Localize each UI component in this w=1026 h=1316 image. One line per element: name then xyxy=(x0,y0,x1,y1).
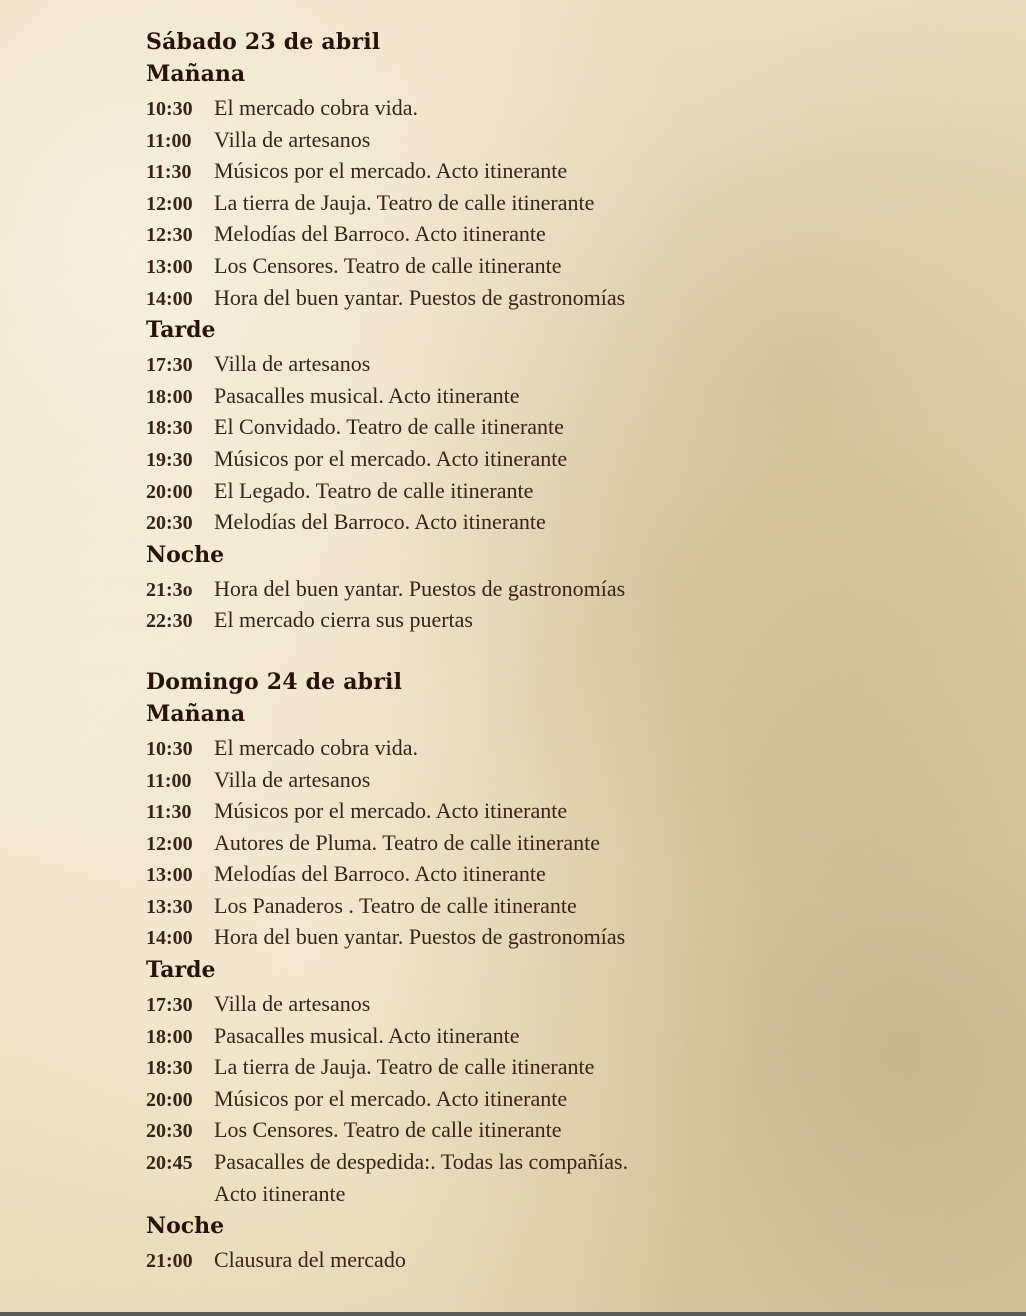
event-row xyxy=(146,604,1006,636)
event-row xyxy=(146,187,1006,219)
period-title: Tarde xyxy=(146,317,216,344)
period-morning xyxy=(146,57,1006,313)
event-row xyxy=(146,988,1006,1020)
event-time: 11:00 xyxy=(146,129,192,152)
day-title: Domingo 24 de abril xyxy=(146,668,403,695)
event-title: El mercado cobra vida. xyxy=(214,95,419,120)
event-row xyxy=(146,858,1006,890)
event-title: El mercado cierra sus puertas xyxy=(214,607,473,633)
event-title: Pasacalles musical. Acto itinerante xyxy=(214,382,520,408)
event-time: 14:00 xyxy=(146,927,193,950)
period-night xyxy=(146,538,1006,636)
event-time: 20:30 xyxy=(146,1120,193,1143)
event-program xyxy=(146,27,1006,1276)
event-row xyxy=(146,795,1006,827)
day-spacer xyxy=(146,636,1006,667)
event-time: 22:30 xyxy=(146,610,193,633)
event-row xyxy=(146,827,1006,859)
event-time: 20:00 xyxy=(146,480,193,503)
event-row xyxy=(146,155,1006,187)
event-time: 11:30 xyxy=(146,161,192,184)
event-time: 11:00 xyxy=(146,769,192,792)
event-time: 13:00 xyxy=(146,864,193,887)
event-row xyxy=(146,282,1006,314)
event-time: 10:30 xyxy=(146,737,193,760)
event-time: 18:00 xyxy=(146,385,193,408)
period-night xyxy=(146,1209,1006,1276)
event-title: Melodías del Barroco. Acto itinerante xyxy=(214,861,546,887)
event-row xyxy=(146,443,1006,475)
event-title: Melodías del Barroco. Acto itinerante xyxy=(214,221,546,247)
event-time: 12:00 xyxy=(146,192,193,215)
event-title: Hora del buen yantar. Puestos de gastronomías xyxy=(214,924,626,950)
event-time: 21:00 xyxy=(146,1250,193,1273)
event-title: El mercado cobra vida. xyxy=(214,734,419,760)
event-time: 11:30 xyxy=(146,801,192,824)
event-title: Villa de artesanos xyxy=(214,766,371,792)
event-title: Músicos por el mercado. Acto itinerante xyxy=(214,1085,568,1111)
event-title-continuation: Acto itinerante xyxy=(214,1180,346,1206)
event-time: 10:30 xyxy=(146,98,193,120)
period-title: Tarde xyxy=(146,957,216,984)
event-time: 13:30 xyxy=(146,895,193,918)
event-row xyxy=(146,475,1006,507)
event-time: 19:30 xyxy=(146,448,193,471)
period-afternoon xyxy=(146,313,1006,538)
event-title: Villa de artesanos xyxy=(214,126,371,152)
event-row xyxy=(146,380,1006,412)
event-time: 17:30 xyxy=(146,354,193,377)
event-time: 12:00 xyxy=(146,832,193,855)
event-title: El Convidado. Teatro de calle itinerante xyxy=(214,414,564,440)
event-time: 18:00 xyxy=(146,1025,193,1048)
event-row xyxy=(146,890,1006,922)
event-row xyxy=(146,124,1006,156)
event-row xyxy=(146,411,1006,443)
event-title: La tierra de Jauja. Teatro de calle itinerante xyxy=(214,1054,595,1080)
event-title: Melodías del Barroco. Acto itinerante xyxy=(214,509,546,535)
period-title: Mañana xyxy=(146,700,246,727)
event-title: Pasacalles musical. Acto itinerante xyxy=(214,1022,520,1048)
event-title: Músicos por el mercado. Acto itinerante xyxy=(214,158,568,184)
event-row xyxy=(146,573,1006,605)
period-title: Noche xyxy=(146,541,225,568)
event-time: 18:30 xyxy=(146,1057,193,1080)
event-time: 18:30 xyxy=(146,417,193,440)
event-title: Villa de artesanos xyxy=(214,991,371,1017)
event-title: Hora del buen yantar. Puestos de gastronomías xyxy=(214,284,626,310)
event-row xyxy=(146,218,1006,250)
event-title: Clausura del mercado xyxy=(214,1247,406,1273)
event-time: 13:00 xyxy=(146,255,193,278)
period-title: Mañana xyxy=(146,61,246,87)
event-title: Los Panaderos . Teatro de calle itinerante xyxy=(214,892,577,918)
period-afternoon xyxy=(146,953,1006,1209)
event-title: Hora del buen yantar. Puestos de gastronomías xyxy=(214,575,626,601)
event-row xyxy=(146,1020,1006,1052)
event-time: 17:30 xyxy=(146,994,193,1017)
event-row xyxy=(146,1114,1006,1146)
event-title: Autores de Pluma. Teatro de calle itinerante xyxy=(214,829,600,855)
event-title xyxy=(214,1146,628,1209)
event-time: 21:3o xyxy=(146,578,193,601)
event-title: Los Censores. Teatro de calle itinerante xyxy=(214,1117,562,1143)
event-row xyxy=(146,1146,1006,1209)
bottom-edge-bar xyxy=(0,1312,1026,1316)
event-time: 20:45 xyxy=(146,1152,193,1175)
event-time: 14:00 xyxy=(146,287,193,310)
event-row xyxy=(146,921,1006,953)
event-row xyxy=(146,250,1006,282)
event-title: Los Censores. Teatro de calle itinerante xyxy=(214,252,562,278)
event-title: Músicos por el mercado. Acto itinerante xyxy=(214,445,568,471)
event-time: 12:30 xyxy=(146,224,193,247)
event-row xyxy=(146,1051,1006,1083)
period-title: Noche xyxy=(146,1213,225,1240)
event-title: El Legado. Teatro de calle itinerante xyxy=(214,477,534,503)
event-row xyxy=(146,92,1006,124)
day-section-sunday xyxy=(146,667,1006,1276)
event-title: La tierra de Jauja. Teatro de calle itinerante xyxy=(214,189,595,215)
event-row xyxy=(146,1083,1006,1115)
day-title: Sábado 23 de abril xyxy=(146,29,381,55)
event-row xyxy=(146,764,1006,796)
event-time: 20:00 xyxy=(146,1088,193,1111)
event-row xyxy=(146,506,1006,538)
event-title: Músicos por el mercado. Acto itinerante xyxy=(214,798,568,824)
day-section-saturday xyxy=(146,27,1006,636)
period-morning xyxy=(146,697,1006,953)
event-time: 20:30 xyxy=(146,512,193,535)
event-title: Villa de artesanos xyxy=(214,351,371,377)
event-row xyxy=(146,348,1006,380)
event-title-line: Pasacalles de despedida:. Todas las compañías. xyxy=(214,1149,629,1175)
event-row xyxy=(146,732,1006,764)
event-row xyxy=(146,1244,1006,1276)
